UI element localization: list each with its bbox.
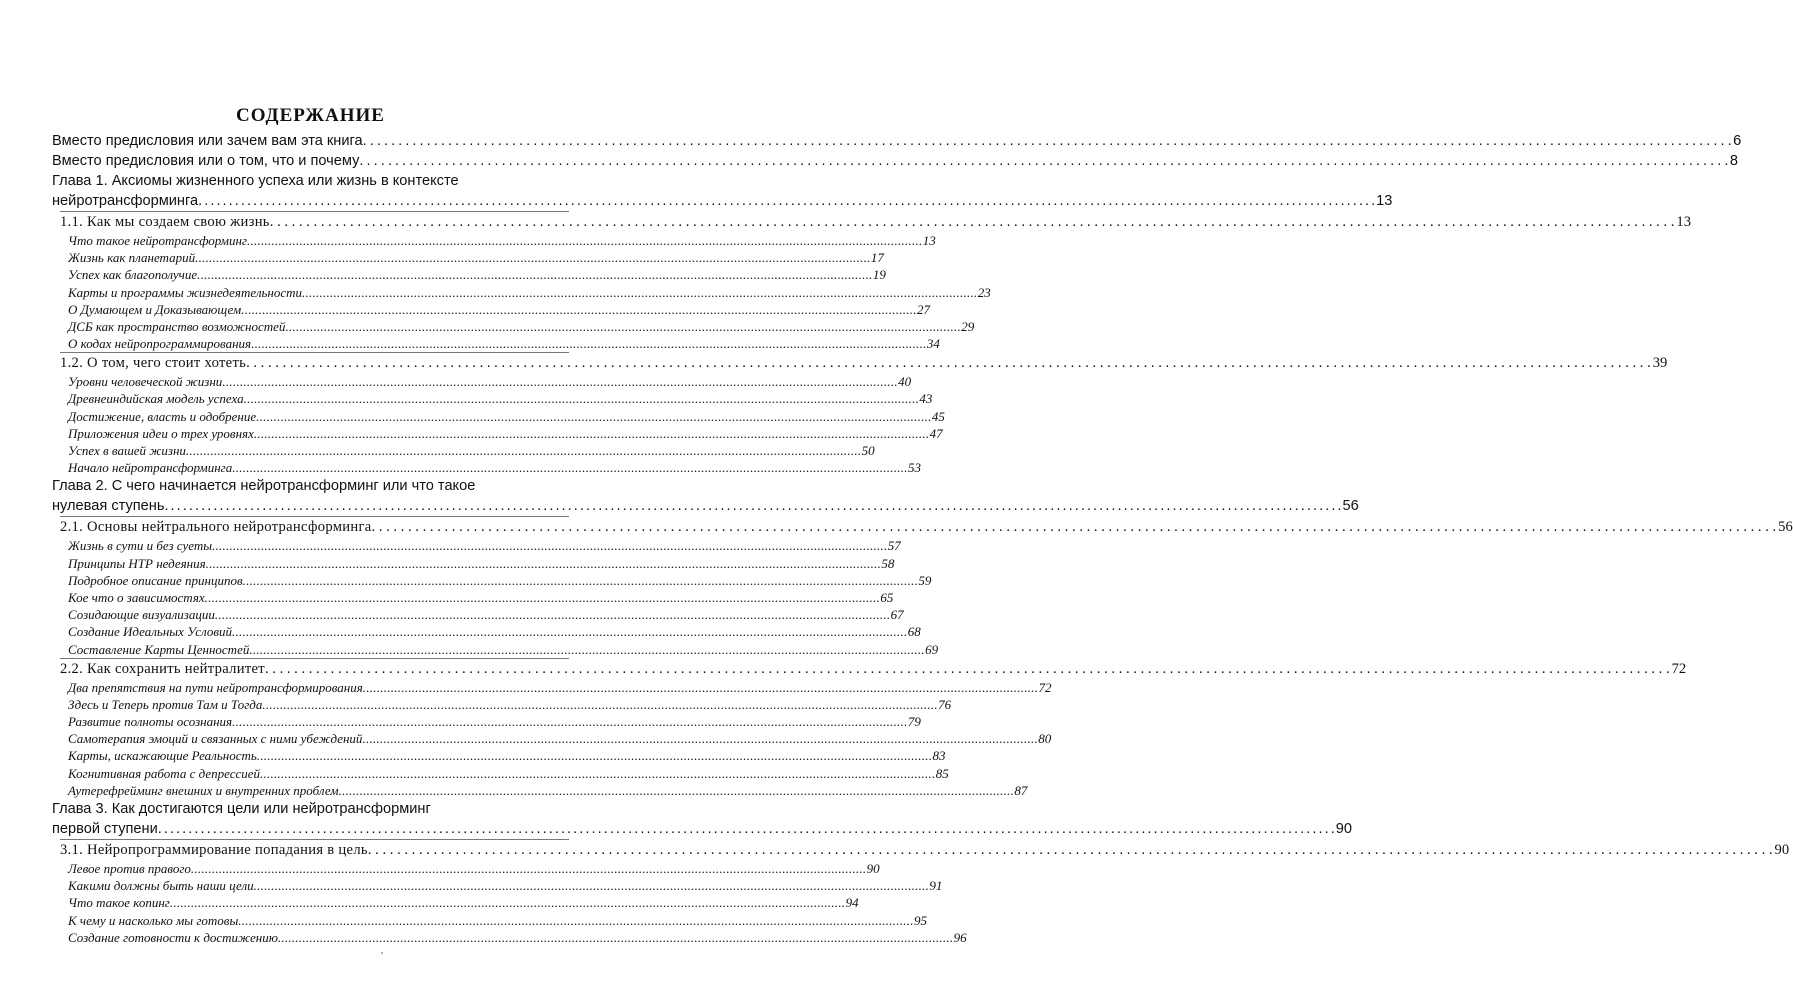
leader-dots: [232, 713, 906, 730]
subsection-page: 19: [872, 267, 886, 283]
section-label: 2.1. Основы нейтрального нейротрансформинга: [60, 519, 372, 536]
subsection-page: 72: [1038, 679, 1052, 695]
subsection-page: 47: [929, 425, 943, 441]
subsection-entry[interactable]: [52, 860, 880, 877]
leader-dots: [249, 641, 923, 658]
subsection-label: Достижение, власть и одобрение: [68, 408, 257, 424]
subsection-page: 23: [977, 284, 991, 300]
subsection-entry[interactable]: [52, 623, 921, 640]
subsection-entry[interactable]: [52, 373, 912, 390]
subsection-page: 87: [1014, 782, 1028, 798]
subsection-page: 13: [922, 232, 936, 248]
subsection-label: Успех в вашей жизни: [68, 443, 186, 459]
subsection-label: Карты и программы жизнедеятельности: [68, 284, 303, 300]
subsection-entry[interactable]: [52, 425, 943, 442]
subsection-page: 76: [938, 696, 952, 712]
subsection-label: Аутерефрейминг внешних и внутренних проблем: [68, 782, 339, 798]
subsection-label: Подробное описание принципов: [68, 572, 243, 588]
subsection-page: 68: [907, 624, 921, 640]
chapter-heading[interactable]: [52, 191, 1393, 211]
subsection-page: 29: [961, 318, 975, 334]
subsection-label: ДСБ как пространство возможностей: [68, 318, 286, 334]
leader-dots: [170, 894, 844, 911]
section-entry[interactable]: [52, 659, 1687, 679]
subsection-entry[interactable]: [52, 249, 884, 266]
subsection-label: Что такое нейротрансформинг: [68, 232, 247, 248]
subsection-page: 80: [1038, 731, 1052, 747]
leader-dots: [238, 912, 912, 929]
subsection-entry[interactable]: [52, 589, 894, 606]
subsection-entry[interactable]: [52, 284, 991, 301]
toc-entry[interactable]: [52, 151, 1739, 171]
subsection-entry[interactable]: [52, 894, 859, 911]
leader-dots: [222, 373, 896, 390]
subsection-entry[interactable]: [52, 929, 967, 946]
subsection-page: 59: [918, 572, 932, 588]
subsection-page: 34: [926, 336, 940, 352]
subsection-page: 79: [907, 714, 921, 730]
leader-dots: [372, 517, 1777, 537]
leader-dots: [232, 459, 906, 476]
subsection-page: 85: [935, 765, 949, 781]
subsection-label: Уровни человеческой жизни: [68, 374, 223, 390]
subsection-entry[interactable]: [52, 301, 930, 318]
section-entry[interactable]: [52, 840, 1790, 860]
toc-entry-page: 6: [1733, 133, 1742, 149]
leader-dots: [243, 572, 917, 589]
subsection-entry[interactable]: [52, 877, 943, 894]
subsection-entry[interactable]: [52, 266, 886, 283]
leader-dots: [246, 353, 1651, 373]
subsection-entry[interactable]: [52, 765, 949, 782]
subsection-entry[interactable]: [52, 696, 952, 713]
leader-dots: [198, 191, 1374, 211]
subsection-label: Кое что о зависимостях: [68, 589, 205, 605]
subsection-entry[interactable]: [52, 391, 933, 408]
leader-dots: [260, 765, 934, 782]
subsection-entry[interactable]: [52, 606, 904, 623]
chapter-heading[interactable]: [52, 496, 1359, 516]
leader-dots: [363, 679, 1037, 696]
leader-dots: [262, 696, 936, 713]
subsection-page: 53: [907, 460, 921, 476]
subsection-page: 27: [916, 301, 930, 317]
section-page: 13: [1676, 214, 1692, 230]
subsection-entry[interactable]: [52, 782, 1028, 799]
subsection-page: 96: [953, 929, 967, 945]
subsection-label: Создание готовности к достижению: [68, 929, 278, 945]
leader-dots: [257, 747, 931, 764]
chapter-heading-line[interactable]: Глава 2. С чего начинается нейротрансформинг или что такое: [52, 478, 476, 495]
leader-dots: [359, 151, 1728, 171]
section-entry[interactable]: [52, 353, 1668, 373]
chapter-heading[interactable]: [52, 819, 1352, 839]
subsection-page: 40: [898, 374, 912, 390]
leader-dots: [206, 555, 880, 572]
subsection-label: Самотерапия эмоций и связанных с ними убеждений: [68, 731, 363, 747]
leader-dots: [368, 840, 1773, 860]
section-page: 39: [1652, 355, 1668, 372]
section-page: 56: [1778, 519, 1793, 536]
subsection-entry[interactable]: [52, 537, 901, 554]
subsection-label: Создание Идеальных Условий: [68, 624, 232, 640]
subsection-entry[interactable]: [52, 679, 1052, 696]
toc-entry-label: Вместо предисловия или зачем вам эта книга: [52, 133, 363, 149]
subsection-page: 91: [929, 878, 943, 894]
subsection-page: 57: [887, 538, 901, 554]
subsection-entry[interactable]: [52, 641, 939, 658]
subsection-entry[interactable]: [52, 572, 932, 589]
subsection-entry[interactable]: [52, 318, 975, 335]
leader-dots: [195, 249, 869, 266]
chapter-page: 90: [1335, 821, 1352, 838]
leader-dots: [362, 730, 1036, 747]
subsection-label: Начало нейротрансформинга: [68, 460, 233, 476]
subsection-label: Приложения идеи о трех уровнях: [68, 425, 254, 441]
leader-dots: [363, 131, 1732, 151]
toc-entry[interactable]: [52, 131, 1742, 151]
table-of-contents: [52, 103, 1793, 946]
leader-dots: [186, 442, 860, 459]
section-entry[interactable]: [52, 212, 1692, 232]
leader-dots: [197, 266, 871, 283]
chapter-heading-label: нейротрансформинга: [52, 193, 199, 209]
subsection-label: Успех как благополучие: [68, 267, 198, 283]
subsection-page: 65: [880, 589, 894, 605]
subsection-label: Что такое копинг: [68, 895, 170, 911]
leader-dots: [251, 335, 925, 352]
leader-dots: [215, 606, 889, 623]
leader-dots: [270, 212, 1675, 232]
leader-dots: [254, 877, 928, 894]
chapter-heading-line[interactable]: Глава 3. Как достигаются цели или нейротрансформинг: [52, 801, 431, 818]
leader-dots: [339, 782, 1013, 799]
subsection-entry[interactable]: [52, 232, 936, 249]
subsection-entry[interactable]: [52, 748, 946, 765]
section-label: 2.2. Как сохранить нейтралитет: [60, 660, 265, 677]
subsection-entry[interactable]: [52, 459, 921, 476]
subsection-label: Два препятствия на пути нейротрансформирования: [68, 679, 363, 695]
subsection-page: 17: [870, 250, 884, 266]
leader-dots: [278, 929, 952, 946]
subsection-entry[interactable]: [52, 713, 921, 730]
subsection-entry[interactable]: [52, 912, 928, 929]
subsection-entry[interactable]: [52, 730, 1052, 747]
subsection-entry[interactable]: [52, 555, 895, 572]
subsection-page: 94: [845, 895, 859, 911]
leader-dots: [232, 623, 906, 640]
subsection-page: 95: [914, 912, 928, 928]
leader-dots: [191, 860, 865, 877]
leader-dots: [241, 301, 915, 318]
subsection-entry[interactable]: [52, 442, 875, 459]
toc-entry-label: Вместо предисловия или о том, что и почему: [52, 153, 360, 169]
subsection-label: Когнитивная работа с депрессией: [68, 765, 261, 781]
chapter-page: 56: [1342, 498, 1359, 515]
section-label: 1.1. Как мы создаем свою жизнь: [60, 214, 270, 230]
toc-entry-page: 8: [1729, 153, 1739, 169]
subsection-label: Жизнь как планетарий: [68, 250, 196, 266]
subsection-page: 45: [931, 408, 945, 424]
leader-dots: [256, 408, 930, 425]
section-entry[interactable]: [52, 517, 1793, 537]
subsection-label: Развитие полноты осознания: [68, 714, 233, 730]
subsection-page: 67: [890, 607, 904, 623]
leader-dots: [285, 318, 959, 335]
leader-dots: [164, 496, 1340, 516]
subsection-page: 69: [925, 641, 939, 657]
subsection-label: Карты, искажающие Реальность: [68, 748, 257, 764]
leader-dots: [265, 659, 1670, 679]
subsection-label: Левое против правого: [68, 861, 191, 877]
section-label: 3.1. Нейропрограммирование попадания в цель: [60, 842, 368, 859]
chapter-heading-line[interactable]: Глава 1. Аксиомы жизненного успеха или жизнь в контексте: [52, 173, 459, 189]
subsection-label: Созидающие визуализации: [68, 607, 215, 623]
subsection-entry[interactable]: [52, 408, 945, 425]
scan-speck: [381, 952, 383, 954]
section-page: 90: [1774, 842, 1790, 859]
subsection-label: Древнеиндийская модель успеха: [68, 391, 244, 407]
subsection-label: К чему и насколько мы готовы: [68, 912, 239, 928]
subsection-label: Здесь и Теперь против Там и Тогда: [68, 696, 263, 712]
leader-dots: [158, 819, 1334, 839]
subsection-page: 90: [866, 861, 880, 877]
chapter-heading-label: первой ступени: [52, 821, 158, 838]
leader-dots: [212, 537, 886, 554]
leader-dots: [302, 284, 976, 301]
subsection-label: Принципы НТР недеяния: [68, 555, 206, 571]
subsection-label: О кодах нейропрограммирования: [68, 336, 252, 352]
subsection-label: Жизнь в сути и без суеты: [68, 538, 213, 554]
chapter-heading-label: нулевая ступень: [52, 498, 165, 515]
subsection-page: 58: [881, 555, 895, 571]
section-page: 72: [1671, 660, 1687, 677]
subsection-page: 50: [861, 443, 875, 459]
subsection-entry[interactable]: [52, 335, 940, 352]
subsection-label: О Думающем и Доказывающем: [68, 301, 242, 317]
subsection-page: 83: [932, 748, 946, 764]
leader-dots: [254, 425, 928, 442]
subsection-label: Какими должны быть наши цели: [68, 878, 254, 894]
page-title: СОДЕРЖАНИЕ: [236, 105, 385, 126]
subsection-label: Составление Карты Ценностей: [68, 641, 250, 657]
section-label: 1.2. О том, чего стоит хотеть: [60, 355, 247, 372]
chapter-page: 13: [1376, 193, 1393, 209]
subsection-page: 43: [919, 391, 933, 407]
leader-dots: [205, 589, 879, 606]
leader-dots: [247, 232, 921, 249]
leader-dots: [244, 390, 918, 407]
